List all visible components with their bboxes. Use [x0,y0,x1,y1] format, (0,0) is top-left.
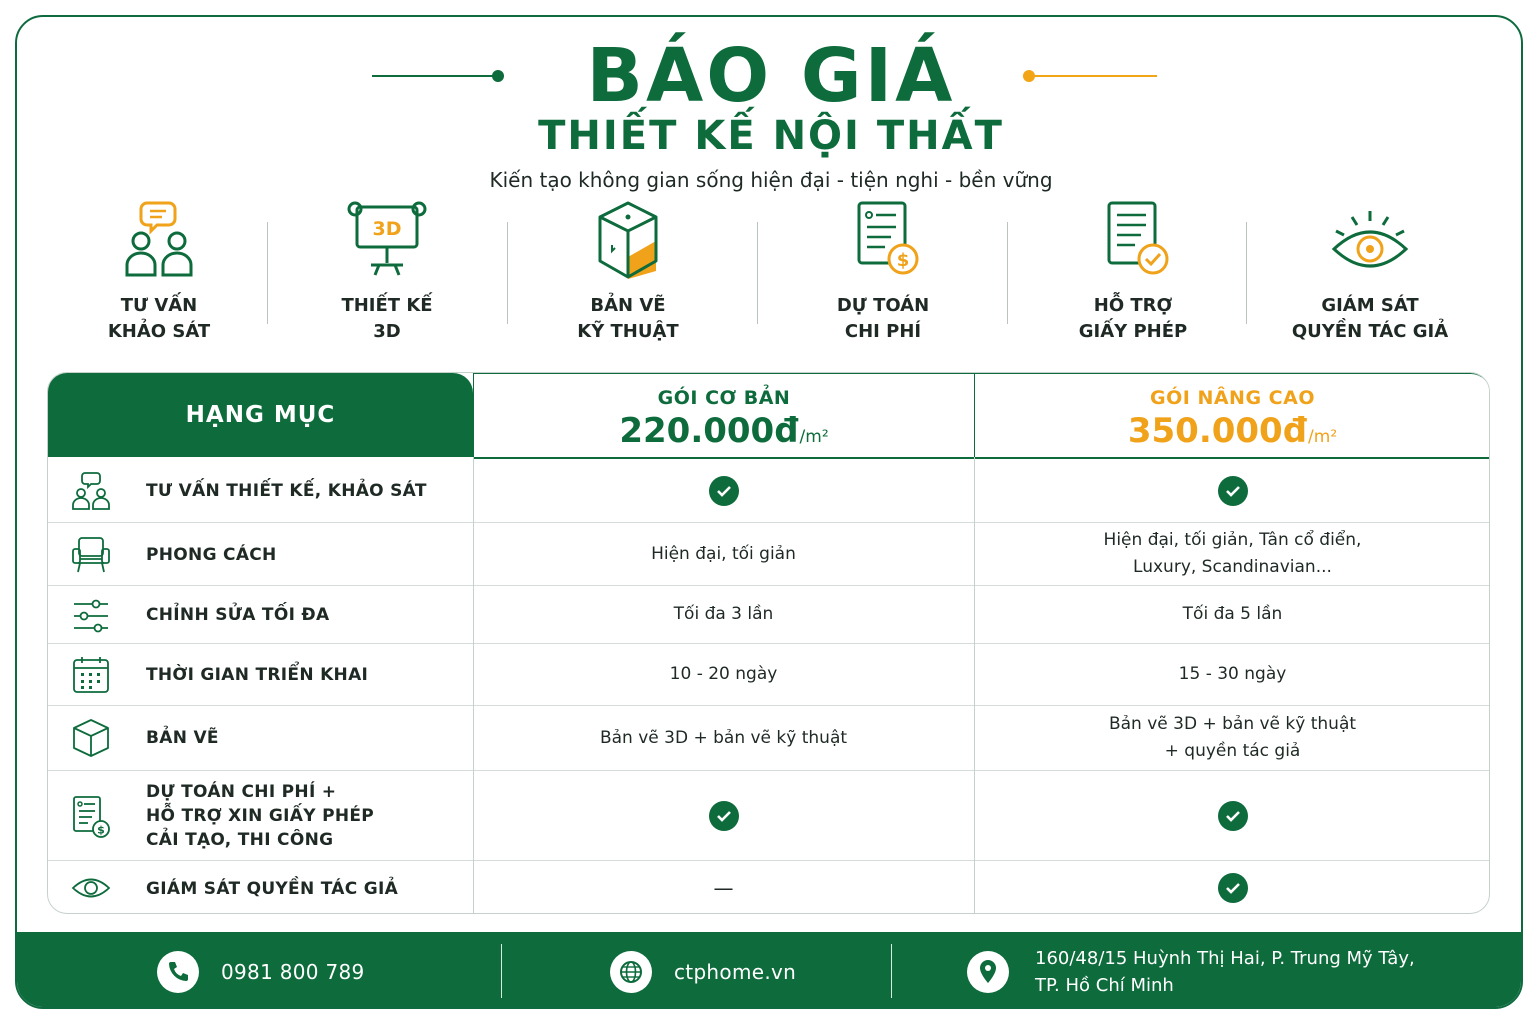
advanced-package-header [974,373,1490,457]
globe-icon [610,951,652,993]
location-pin-icon [967,951,1009,993]
category-label: GIÁM SÁT QUYỀN TÁC GIẢ [146,879,399,899]
phone-icon [157,951,199,993]
service-divider [1246,222,1247,324]
dash-icon: — [713,875,734,900]
service-cost-estimate [773,197,993,345]
table-row [48,585,1490,643]
price-sheet [15,15,1523,1009]
advanced-package-price [975,411,1490,457]
basic-cell-text: Bản vẽ 3D + bản vẽ kỹ thuật [599,727,848,748]
service-divider [1007,222,1008,324]
footer-website[interactable] [610,932,796,1009]
basic-price-unit: /m² [799,427,829,447]
service-label-line1: GIÁM SÁT [1321,295,1419,316]
cube-box-icon [586,197,670,281]
category-label: CHỈNH SỬA TỐI ĐA [146,605,330,625]
category-label-line: DỰ TOÁN CHI PHÍ + [146,782,337,802]
service-technical-drawing [518,197,738,345]
advanced-cell [974,771,1490,860]
pricing-table [47,372,1490,914]
cost-document-icon [841,197,925,281]
basic-cell-text: Hiện đại, tối giản [651,543,796,564]
basic-cell [473,861,974,914]
advanced-cell [974,861,1490,914]
footer-address [967,932,1415,1009]
service-divider [507,222,508,324]
table-row [48,705,1490,770]
check-icon [709,801,739,831]
service-label-line1: DỰ TOÁN [836,295,930,316]
column-divider [473,457,474,913]
check-icon [1218,801,1248,831]
phone-number: 0981 800 789 [221,959,365,984]
category-label-line: HỖ TRỢ XIN GIẤY PHÉP [146,806,375,826]
category-label: PHONG CÁCH [146,545,277,565]
svg-text:3D: 3D [372,218,402,240]
service-label-line1: THIẾT KẾ [341,295,433,316]
address [1035,945,1415,999]
consult-people-icon [117,197,201,281]
table-row [48,860,1490,914]
basic-package-price [474,411,974,457]
category-label: TƯ VẤN THIẾT KẾ, KHẢO SÁT [146,481,427,501]
advanced-cell [974,706,1490,770]
calendar-icon [70,655,112,695]
advanced-cell [974,459,1490,522]
cost-document-icon [70,795,112,839]
category-label-line: CẢI TẠO, THI CÔNG [146,830,334,850]
category-label: BẢN VẼ [146,728,219,748]
page-subtitle: THIẾT KẾ NỘI THẤT [538,113,1004,159]
table-row [48,643,1490,705]
service-supervision [1260,197,1480,345]
service-label-line2: 3D [373,321,401,342]
advanced-cell-text: + quyền tác giả [1164,741,1301,761]
basic-package-name: GÓI CƠ BẢN [657,387,791,409]
basic-cell [473,586,974,643]
category-label: THỜI GIAN TRIỂN KHAI [146,665,369,685]
basic-cell [473,706,974,770]
advanced-cell [974,586,1490,643]
basic-cell-text: Tối đa 3 lần [673,604,774,624]
check-icon [709,476,739,506]
advanced-cell-text: Bản vẽ 3D + bản vẽ kỹ thuật [1108,714,1357,734]
advanced-package-name: GÓI NÂNG CAO [1150,387,1315,409]
page-title: BÁO GIÁ [586,33,956,119]
footer-divider [891,944,892,998]
category-label [146,780,374,852]
basic-cell-text: 10 - 20 ngày [669,664,778,684]
basic-cell [473,644,974,705]
address-line: TP. Hồ Chí Minh [1035,974,1174,996]
table-row [48,459,1490,522]
service-3d [277,197,497,345]
basic-cell [473,459,974,522]
3d-monitor-icon [345,197,429,281]
svg-text:$: $ [896,250,910,271]
basic-package-header [473,373,974,457]
category-header: HẠNG MỤC [48,373,473,457]
advanced-cell-text: Luxury, Scandinavian... [1133,557,1332,577]
basic-cell [473,771,974,860]
eye-icon [70,873,112,903]
advanced-cell-text: 15 - 30 ngày [1178,664,1287,684]
advanced-cell-text: Hiện đại, tối giản, Tân cổ điển, [1103,530,1362,550]
permit-check-icon [1091,197,1175,281]
address-line: 160/48/15 Huỳnh Thị Hai, P. Trung Mỹ Tây, [1035,947,1415,969]
advanced-cell [974,523,1490,585]
table-row [48,522,1490,585]
service-label-line2: QUYỀN TÁC GIẢ [1291,321,1449,342]
check-icon [1218,476,1248,506]
service-permit [1023,197,1243,345]
service-label-line1: HỖ TRỢ [1093,295,1173,316]
advanced-cell [974,644,1490,705]
service-consult [49,197,269,345]
svg-text:$: $ [97,823,105,837]
advanced-price-value: 350.000đ [1127,411,1308,451]
eye-icon [1328,197,1412,281]
footer-divider [501,944,502,998]
contact-footer [17,932,1523,1009]
consult-people-icon [70,471,112,511]
table-row [48,770,1490,860]
website-link: ctphome.vn [674,959,797,984]
service-label-line2: KHẢO SÁT [107,321,211,342]
service-label-line2: CHI PHÍ [844,321,922,342]
sliders-icon [70,596,112,636]
basic-price-value: 220.000đ [619,411,799,451]
cube-icon [70,718,112,758]
check-icon [1218,873,1248,903]
service-label-line1: TƯ VẤN [120,295,198,316]
service-label-line1: BẢN VẼ [590,295,666,316]
service-divider [267,222,268,324]
service-label-line2: GIẤY PHÉP [1078,321,1188,342]
tagline: Kiến tạo không gian sống hiện đại - tiện nghi - bền vững [489,168,1053,192]
advanced-price-unit: /m² [1308,427,1338,447]
armchair-icon [70,535,112,575]
column-divider [974,457,975,913]
basic-cell [473,523,974,585]
service-label-line2: KỸ THUẬT [577,321,679,342]
footer-phone[interactable] [157,932,365,1009]
advanced-cell-text: Tối đa 5 lần [1182,604,1283,624]
service-divider [757,222,758,324]
